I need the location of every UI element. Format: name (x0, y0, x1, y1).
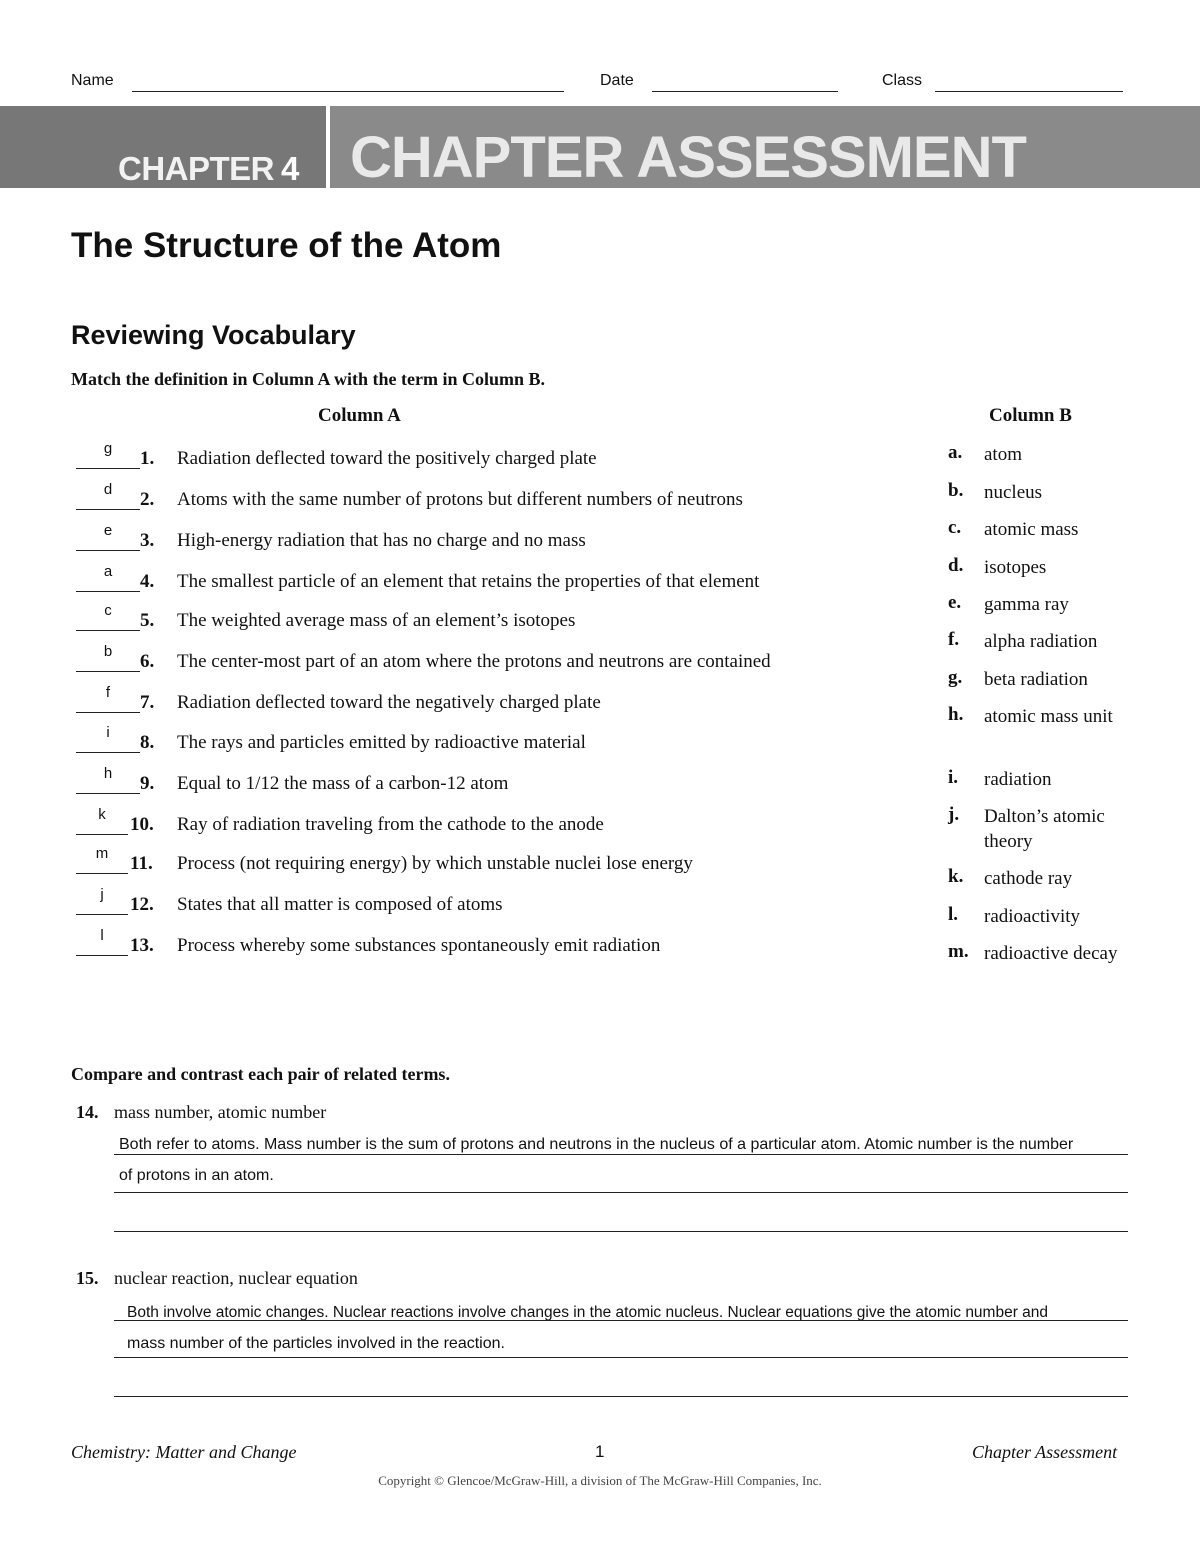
item-number: 6. (140, 651, 155, 672)
answer-line (114, 1320, 1128, 1321)
question-15-answer-line-2[interactable]: mass number of the particles involved in the reaction. (127, 1335, 505, 1352)
term-text: atomic mass unit (984, 706, 1113, 727)
item-definition: Radiation deflected toward the positively charged plate (177, 448, 597, 469)
term-letter: f. (948, 629, 960, 650)
item-definition: Process whereby some substances spontaneously emit radiation (177, 935, 661, 956)
item-number: 8. (140, 732, 155, 753)
term-letter: d. (948, 555, 964, 576)
answer-blank[interactable] (76, 643, 140, 672)
column-a-item (76, 522, 876, 558)
answer-letter: a (103, 563, 113, 580)
item-number: 5. (140, 610, 155, 631)
term-letter: j. (948, 804, 960, 825)
column-a-item (76, 440, 876, 476)
column-a-heading: Column A (318, 405, 401, 426)
question-14-answer-line-1[interactable]: Both refer to atoms. Mass number is the sum of protons and neutrons in the nucleus of a particular atom. Atomic number is the number (119, 1136, 1074, 1153)
answer-letter: h (103, 765, 113, 782)
term-letter: l. (948, 904, 959, 925)
item-number: 11. (130, 853, 153, 874)
column-a-item (76, 806, 876, 842)
term-text: cathode ray (984, 868, 1073, 889)
term-letter: h. (948, 704, 964, 725)
column-a-item (76, 927, 876, 963)
name-label: Name (71, 72, 114, 89)
answer-blank[interactable] (76, 765, 140, 794)
term-text: radioactivity (984, 906, 1081, 927)
term-text: nucleus (984, 482, 1043, 503)
question-15-number: 15. (76, 1268, 99, 1288)
answer-blank[interactable] (76, 522, 140, 551)
answer-line (114, 1154, 1128, 1155)
answer-blank[interactable] (76, 602, 140, 631)
item-definition: The smallest particle of an element that retains the properties of that element (177, 571, 760, 592)
term-text: gamma ray (984, 594, 1069, 615)
term-text: atomic mass (984, 519, 1079, 540)
banner-divider (326, 106, 330, 188)
column-a-item (76, 886, 876, 922)
item-number: 4. (140, 571, 155, 592)
item-number: 3. (140, 530, 155, 551)
question-15-prompt: nuclear reaction, nuclear equation (114, 1268, 358, 1288)
footer-section: Chapter Assessment (972, 1442, 1118, 1462)
item-number: 9. (140, 773, 155, 794)
answer-blank[interactable] (76, 440, 140, 469)
term-letter: g. (948, 667, 963, 688)
term-text: radioactive decay (984, 943, 1118, 964)
item-definition: Atoms with the same number of protons but different numbers of neutrons (177, 489, 743, 510)
answer-letter: c (104, 602, 112, 619)
column-a-item (76, 765, 876, 801)
chapter-number: 4 (281, 150, 300, 187)
answer-letter: l (100, 927, 104, 944)
answer-letter: g (103, 440, 113, 457)
answer-blank[interactable] (76, 845, 128, 874)
answer-line-blank[interactable] (114, 1396, 1128, 1397)
item-number: 13. (130, 935, 154, 956)
answer-line-blank[interactable] (114, 1231, 1128, 1232)
item-definition: Process (not requiring energy) by which unstable nuclei lose energy (177, 853, 693, 874)
term-letter: e. (948, 592, 962, 613)
chapter-label: CHAPTER (118, 150, 275, 187)
column-a-item (76, 684, 876, 720)
column-a-item (76, 563, 876, 599)
page-number: 1 (595, 1442, 605, 1461)
date-label: Date (600, 72, 634, 89)
page-title: The Structure of the Atom (71, 226, 502, 265)
name-field[interactable] (132, 91, 564, 92)
answer-blank[interactable] (76, 806, 128, 835)
answer-letter: j (100, 886, 104, 903)
answer-letter: i (106, 724, 110, 741)
column-b-term (948, 704, 1178, 756)
date-field[interactable] (652, 91, 838, 92)
class-field[interactable] (935, 91, 1123, 92)
answer-blank[interactable] (76, 886, 128, 915)
term-letter: a. (948, 442, 963, 463)
term-text: Dalton’s atomic theory (984, 806, 1105, 852)
term-text: isotopes (984, 557, 1047, 578)
item-definition: The center-most part of an atom where the protons and neutrons are contained (177, 651, 771, 672)
item-number: 2. (140, 489, 155, 510)
answer-blank[interactable] (76, 481, 140, 510)
column-a-item (76, 602, 876, 638)
answer-letter: d (103, 481, 113, 498)
term-text: beta radiation (984, 669, 1088, 690)
item-number: 1. (140, 448, 155, 469)
answer-letter: f (105, 684, 111, 701)
item-number: 12. (130, 894, 154, 915)
term-letter: k. (948, 866, 964, 887)
column-a-item (76, 481, 876, 517)
answer-letter: e (103, 522, 113, 539)
answer-blank[interactable] (76, 684, 140, 713)
answer-letter: m (95, 845, 109, 862)
item-definition: States that all matter is composed of atoms (177, 894, 503, 915)
item-definition: High-energy radiation that has no charge and no mass (177, 530, 586, 551)
item-definition: Ray of radiation traveling from the cathode to the anode (177, 814, 604, 835)
answer-blank[interactable] (76, 927, 128, 956)
banner-title: CHAPTER ASSESSMENT (350, 125, 1026, 190)
footer-book-title: Chemistry: Matter and Change (71, 1442, 297, 1462)
question-15-answer-line-1[interactable]: Both involve atomic changes. Nuclear reactions involve changes in the atomic nucleus. Nuclear equations give the atomic number and (127, 1304, 1049, 1321)
answer-letter: b (103, 643, 113, 660)
term-text: alpha radiation (984, 631, 1098, 652)
item-definition: Equal to 1/12 the mass of a carbon-12 atom (177, 773, 509, 794)
column-b-term (948, 941, 1178, 993)
item-number: 10. (130, 814, 154, 835)
term-letter: m. (948, 941, 969, 962)
column-a-item (76, 845, 876, 881)
question-14-prompt: mass number, atomic number (114, 1102, 327, 1122)
answer-blank[interactable] (76, 724, 140, 753)
term-letter: c. (948, 517, 962, 538)
class-label: Class (882, 72, 923, 89)
answer-blank[interactable] (76, 563, 140, 592)
answer-letter: k (98, 806, 106, 823)
term-letter: b. (948, 480, 964, 501)
item-definition: Radiation deflected toward the negatively charged plate (177, 692, 601, 713)
item-definition: The rays and particles emitted by radioactive material (177, 732, 586, 753)
question-14-number: 14. (76, 1102, 99, 1122)
item-definition: The weighted average mass of an element’s isotopes (177, 610, 576, 631)
answer-line (114, 1192, 1128, 1193)
answer-line (114, 1357, 1128, 1358)
column-b-heading: Column B (989, 405, 1072, 426)
term-text: radiation (984, 769, 1052, 790)
question-14-answer-line-2[interactable]: of protons in an atom. (119, 1167, 274, 1184)
column-a-item (76, 724, 876, 760)
column-b-term (948, 804, 1178, 856)
item-number: 7. (140, 692, 155, 713)
column-a-item (76, 643, 876, 679)
match-instructions: Match the definition in Column A with the term in Column B. (71, 369, 546, 389)
compare-instructions: Compare and contrast each pair of related terms. (71, 1064, 450, 1084)
term-text: atom (984, 444, 1022, 465)
copyright: Copyright © Glencoe/McGraw-Hill, a division of The McGraw-Hill Companies, Inc. (378, 1473, 822, 1488)
section-title: Reviewing Vocabulary (71, 320, 356, 350)
term-letter: i. (948, 767, 959, 788)
